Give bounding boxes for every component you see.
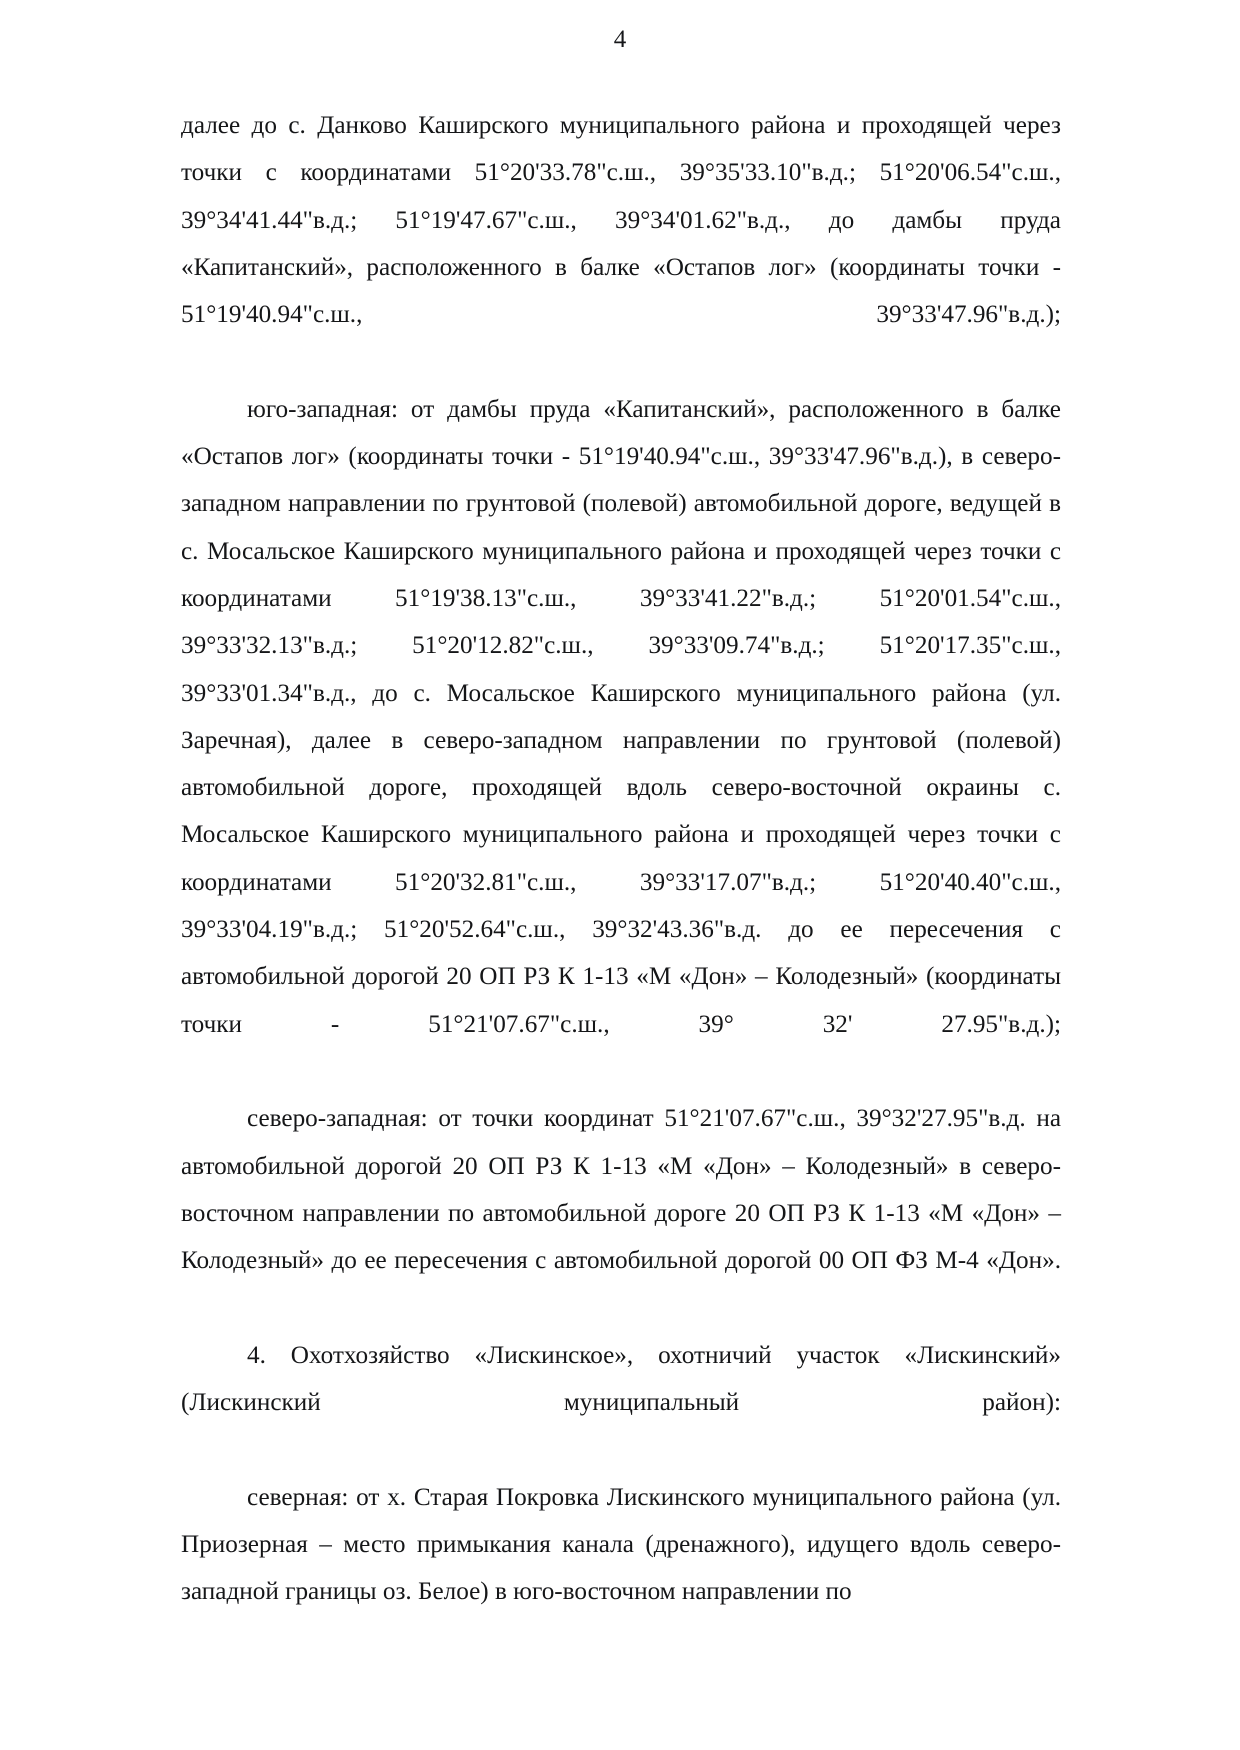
paragraph-4-item-liskinskoe: 4. Охотхозяйство «Лискинское», охотничий участок «Лискинский» (Лискинский муниципальный район): [181,1341,1061,1417]
paragraph-5-north-boundary: северная: от х. Старая Покровка Лискинского муниципального района (ул. Приозерная – место примыкания канала (дренажного), идущего вдоль северо-западной границы оз. Белое) в юго-восточном направлении по [181,1483,1061,1606]
paragraph-3-north-west-boundary: северо-западная: от точки координат 51°21'07.67"с.ш., 39°32'27.95"в.д. на автомобильной дорогой 20 ОП РЗ К 1-13 «М «Дон» – Колодезный» в северо-восточном направлении по автомобильной дороге 20 ОП РЗ К 1-13 «М «Дон» – Колодезный» до ее пересечения с автомобильной дорогой 00 ОП ФЗ М-4 «Дон». [181,1105,1061,1275]
document-body [181,102,1061,1616]
paragraph-2-south-west-boundary: юго-западная: от дамбы пруда «Капитанский», расположенного в балке «Остапов лог» (координаты точки - 51°19'40.94"с.ш., 39°33'47.96"в.д.), в северо-западном направлении по грунтовой (полевой) автомобильной дороге, ведущей в с. Мосальское Каширского муниципального района и проходящей через точки с координатами 51°19'38.13"с.ш., 39°33'41.22"в.д.; 51°20'01.54"с.ш., 39°33'32.13"в.д.; 51°20'12.82"с.ш., 39°33'09.74"в.д.; 51°20'17.35"с.ш., 39°33'01.34"в.д., до с. Мосальское Каширского муниципального района (ул. Заречная), далее в северо-западном направлении по грунтовой (полевой) автомобильной дороге, проходящей вдоль северо-восточной окраины с. Мосальское Каширского муниципального района и проходящей через точки с координатами 51°20'32.81"с.ш., 39°33'17.07"в.д.; 51°20'40.40"с.ш., 39°33'04.19"в.д.; 51°20'52.64"с.ш., 39°32'43.36"в.д. до ее пересечения с автомобильной дорогой 20 ОП РЗ К 1-13 «М «Дон» – Колодезный» (координаты точки - 51°21'07.67"с.ш., 39° 32' 27.95"в.д.); [181,395,1061,1038]
paragraph-1: далее до с. Данково Каширского муниципального района и проходящей через точки с координатами 51°20'33.78"с.ш., 39°35'33.10"в.д.; 51°20'06.54"с.ш., 39°34'41.44"в.д.; 51°19'47.67"с.ш., 39°34'01.62"в.д., до дамбы пруда «Капитанский», расположенного в балке «Остапов лог» (координаты точки - 51°19'40.94"с.ш., 39°33'47.96"в.д.); [181,112,1061,329]
page-number: 4 [613,26,627,53]
